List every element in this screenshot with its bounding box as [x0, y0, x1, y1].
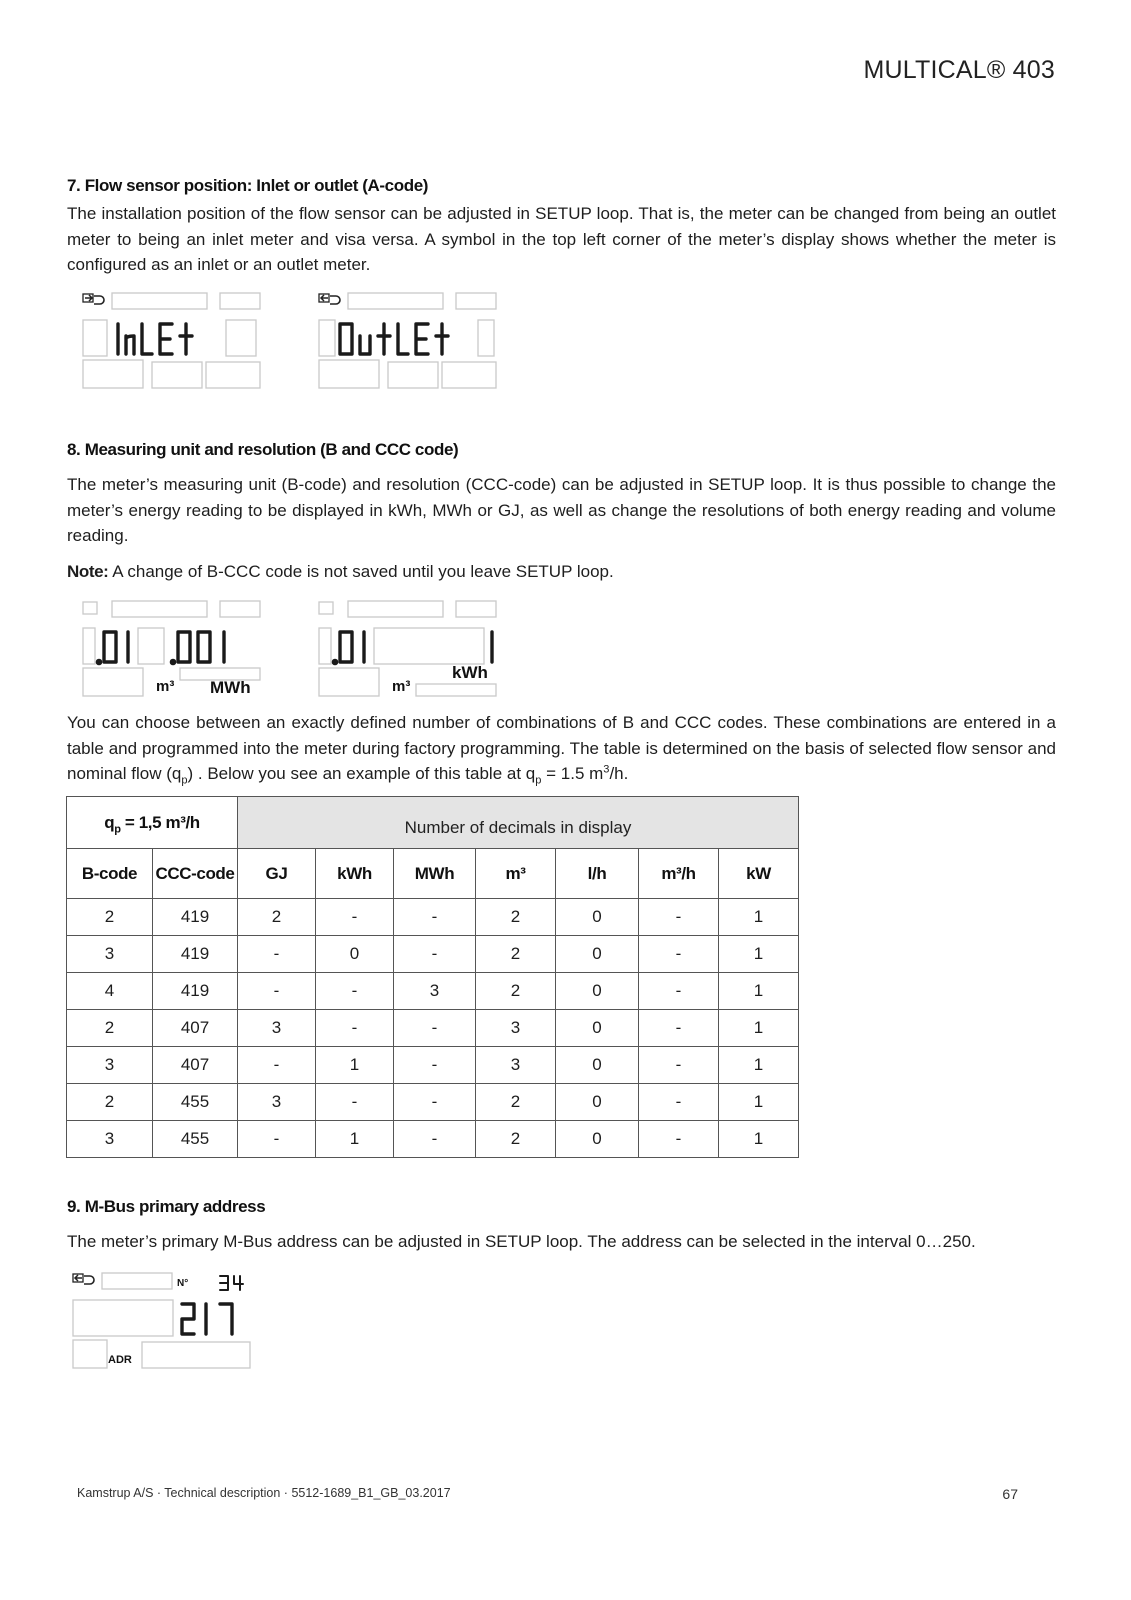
table-cell: - [639, 899, 719, 936]
lcd-display-inlet [80, 290, 264, 390]
footer-document-info: Kamstrup A/S · Technical description · 5512-1689_B1_GB_03.2017 [77, 1486, 451, 1500]
table-column-header: MWh [394, 849, 476, 899]
table-cell: - [238, 936, 316, 973]
footer-page-number: 67 [1002, 1486, 1018, 1502]
table-cell: 2 [476, 1121, 556, 1158]
table-cell: 2 [67, 1010, 153, 1047]
table-cell: 0 [556, 1084, 639, 1121]
table-cell: 455 [153, 1084, 238, 1121]
table-cell: - [238, 1047, 316, 1084]
table-cell: 1 [719, 973, 799, 1010]
table-cell: 4 [67, 973, 153, 1010]
section-8-text: The meter’s measuring unit (B-code) and resolution (CCC-code) can be adjusted in SETUP loop. It is thus possible to change the meter’s energy reading to be displayed in kWh, MWh or GJ, as well as change the resolutions of both energy reading and volume reading. [67, 475, 1056, 545]
table-cell: - [238, 973, 316, 1010]
section-8 [67, 440, 1056, 584]
table-cell: - [394, 936, 476, 973]
section-7 [67, 176, 1056, 278]
table-cell: 3 [394, 973, 476, 1010]
table-column-header: l/h [556, 849, 639, 899]
lcd-display-mbus-address [70, 1270, 254, 1370]
table-cell: 3 [238, 1084, 316, 1121]
section-7-text: The installation position of the flow sensor can be adjusted in SETUP loop. That is, the meter can be changed from being an outlet meter to being an inlet meter and visa versa. A symbol in the top left corner of the meter’s display shows whether the meter is configured as an inlet or an outlet meter. [67, 204, 1056, 274]
table-cell: 407 [153, 1010, 238, 1047]
table-column-header: m³ [476, 849, 556, 899]
table-cell: - [639, 1121, 719, 1158]
table-cell: 1 [719, 1121, 799, 1158]
table-row [67, 936, 799, 973]
table-column-header: B-code [67, 849, 153, 899]
table-cell: - [394, 1084, 476, 1121]
lcd-unit-energy: MWh [210, 678, 251, 697]
section-9-text: The meter’s primary M-Bus address can be adjusted in SETUP loop. The address can be selected in the interval 0…250. [67, 1232, 976, 1251]
table-row [67, 1084, 799, 1121]
table-cell: 2 [67, 899, 153, 936]
table-column-header: CCC-code [153, 849, 238, 899]
table-qp-header: $q_p = 1,5$ m³/h [67, 797, 238, 849]
table-cell: 1 [316, 1047, 394, 1084]
table-cell: 0 [316, 936, 394, 973]
section-8-title: 8. Measuring unit and resolution (B and CCC code) [67, 440, 459, 459]
table-cell: - [238, 1121, 316, 1158]
table-column-header: GJ [238, 849, 316, 899]
table-cell: 2 [67, 1084, 153, 1121]
section-8-displays [80, 598, 500, 698]
section-9 [67, 1197, 1056, 1255]
lcd-unit-volume: m³ [156, 678, 175, 695]
table-cell: 1 [316, 1121, 394, 1158]
table-cell: 3 [67, 1047, 153, 1084]
table-cell: - [394, 1047, 476, 1084]
table-cell: - [394, 1121, 476, 1158]
section-8-text-2: You can choose between an exactly defined number of combinations of B and CCC codes. These combinations are entered in a table and programmed into the meter during factory programming. The table is determined on the basis of selected flow sensor and nominal flow $(q_p)$ . Below you see an example of this table at $q_p = 1.5$ $m^3/h$. [67, 713, 1056, 787]
table-cell: - [394, 899, 476, 936]
section-7-title: 7. Flow sensor position: Inlet or outlet (A-code) [67, 176, 429, 195]
table-column-header: kWh [316, 849, 394, 899]
table-row [67, 1047, 799, 1084]
section-9-title: 9. M-Bus primary address [67, 1197, 266, 1216]
table-cell: 1 [719, 1010, 799, 1047]
lcd-no-label: N° [177, 1278, 189, 1289]
table-cell: 419 [153, 973, 238, 1010]
table-cell: 2 [238, 899, 316, 936]
table-column-headers [67, 849, 799, 899]
lcd-unit-energy: kWh [452, 663, 488, 682]
table-cell: 0 [556, 936, 639, 973]
table-cell: - [639, 1010, 719, 1047]
table-cell: 1 [719, 1084, 799, 1121]
table-cell: 1 [719, 936, 799, 973]
section-8-note [67, 559, 1056, 585]
table-cell: 3 [67, 936, 153, 973]
table-row [67, 1121, 799, 1158]
table-cell: 2 [476, 899, 556, 936]
table-cell: 2 [476, 973, 556, 1010]
lcd-unit-volume: m³ [392, 678, 411, 695]
table-cell: - [316, 1010, 394, 1047]
note-text: A change of B-CCC code is not saved until you leave SETUP loop. [108, 561, 614, 581]
table-cell: 455 [153, 1121, 238, 1158]
table-group-header: Number of decimals in display [238, 797, 799, 849]
table-cell: - [639, 973, 719, 1010]
table-cell: 3 [476, 1010, 556, 1047]
lcd-display-outlet [316, 290, 500, 390]
table-cell: - [639, 936, 719, 973]
table-cell: 0 [556, 1010, 639, 1047]
bccc-code-table [66, 796, 799, 1158]
table-cell: - [316, 899, 394, 936]
table-column-header: kW [719, 849, 799, 899]
section-8-table-intro [67, 710, 1056, 787]
table-cell: 407 [153, 1047, 238, 1084]
table-cell: - [394, 1010, 476, 1047]
table-cell: 2 [476, 936, 556, 973]
note-label: Note: [67, 561, 109, 581]
table-cell: 0 [556, 1121, 639, 1158]
header-product-name: MULTICAL® 403 [863, 56, 1055, 84]
table-cell: 1 [719, 899, 799, 936]
table-cell: - [639, 1047, 719, 1084]
lcd-display-mwh [80, 598, 264, 698]
table-cell: - [639, 1084, 719, 1121]
table-cell: 419 [153, 899, 238, 936]
lcd-adr-label: ADR [108, 1354, 132, 1366]
table-cell: 2 [476, 1084, 556, 1121]
table-row [67, 899, 799, 936]
table-cell: 0 [556, 899, 639, 936]
table-cell: 3 [67, 1121, 153, 1158]
table-cell: 3 [238, 1010, 316, 1047]
table-cell: 1 [719, 1047, 799, 1084]
table-cell: 3 [476, 1047, 556, 1084]
section-9-displays [70, 1270, 254, 1370]
table-row [67, 1010, 799, 1047]
table-cell: 0 [556, 1047, 639, 1084]
table-cell: 0 [556, 973, 639, 1010]
table-cell: - [316, 973, 394, 1010]
lcd-display-kwh [316, 598, 500, 698]
section-7-displays [80, 290, 500, 390]
table-column-header: m³/h [639, 849, 719, 899]
table-body [67, 899, 799, 1158]
table-cell: 419 [153, 936, 238, 973]
table-row [67, 973, 799, 1010]
table-cell: - [316, 1084, 394, 1121]
